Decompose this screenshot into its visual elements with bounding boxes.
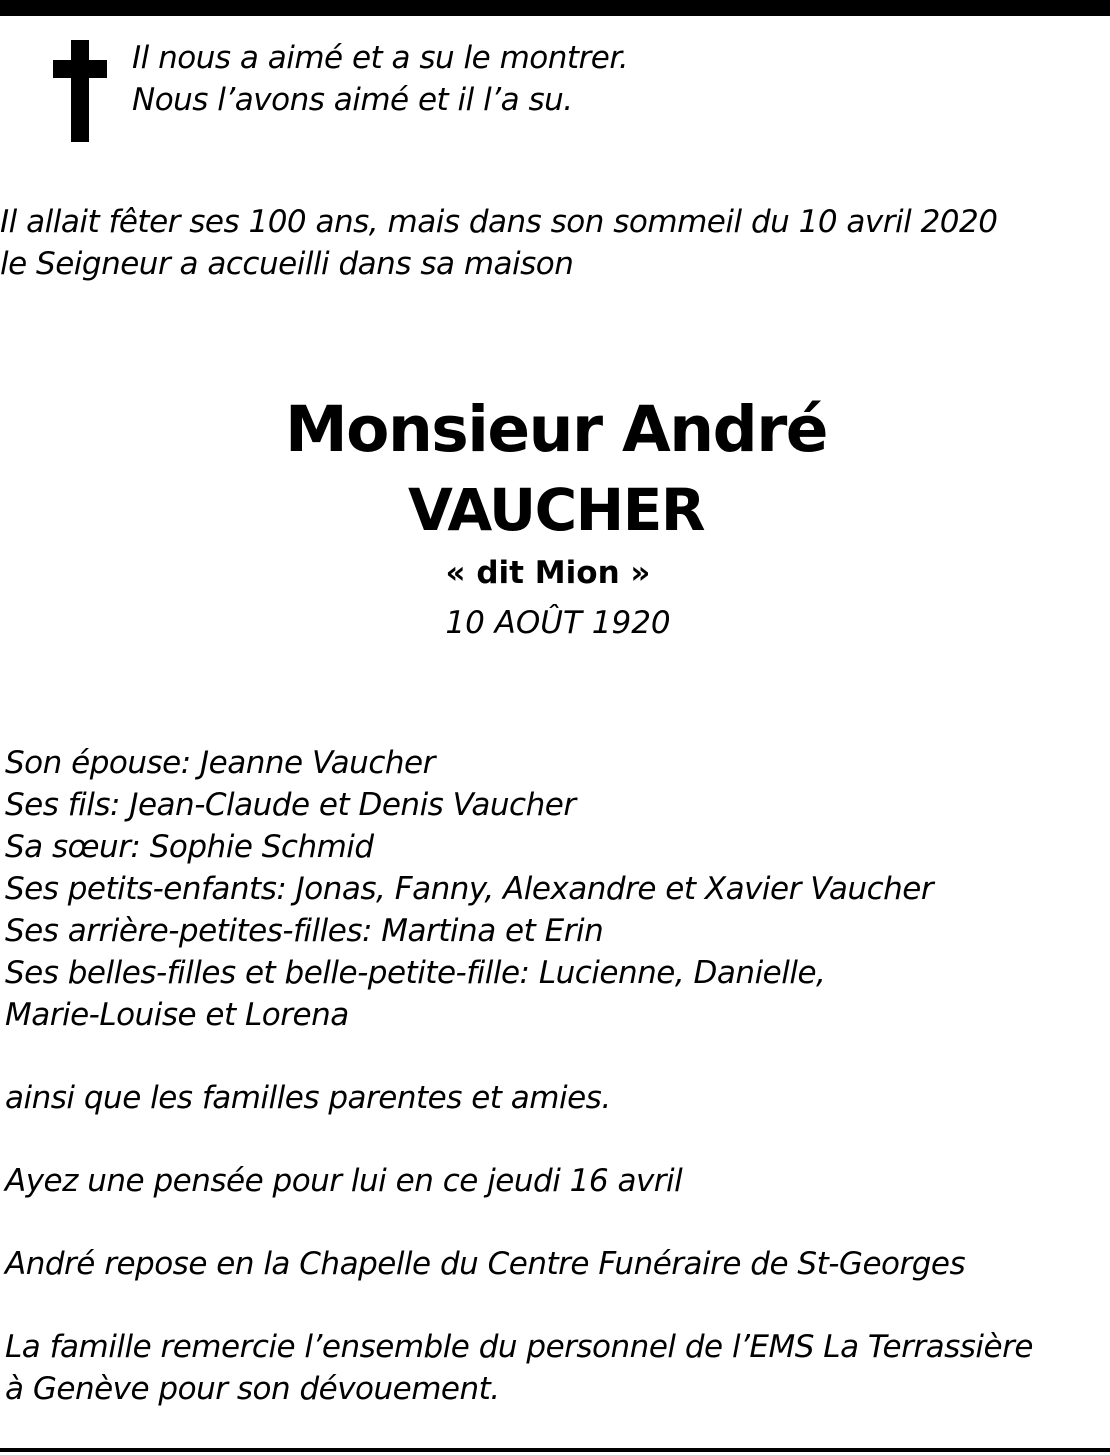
- top-border-rule: [0, 0, 1110, 16]
- family-line: Son épouse: Jeanne Vaucher: [5, 745, 435, 781]
- cross-icon: [53, 40, 107, 142]
- deceased-nickname: « dit Mion »: [445, 555, 651, 591]
- deceased-surname: VAUCHER: [407, 476, 705, 544]
- family-line: Ses fils: Jean-Claude et Denis Vaucher: [5, 787, 576, 823]
- motto-line: Il nous a aimé et a su le montrer.: [132, 40, 629, 76]
- intro-text: [0, 201, 1060, 285]
- motto-quote: [132, 37, 1032, 121]
- family-line: Ses petits-enfants: Jonas, Fanny, Alexandre et Xavier Vaucher: [5, 871, 934, 907]
- thought-line: Ayez une pensée pour lui en ce jeudi 16 avril: [5, 1163, 683, 1199]
- deceased-heading: [0, 388, 1110, 648]
- deceased-title-name: Monsieur André: [284, 393, 827, 466]
- thanks-line: La famille remercie l’ensemble du personnel de l’EMS La Terrassière: [5, 1329, 1033, 1365]
- birth-date: 10 AOÛT 1920: [445, 605, 671, 641]
- thanks-line: à Genève pour son dévouement.: [5, 1371, 500, 1407]
- rest-line: André repose en la Chapelle du Centre Funéraire de St-Georges: [5, 1246, 966, 1282]
- intro-line: le Seigneur a accueilli dans sa maison: [0, 246, 574, 282]
- bottom-border-rule: [0, 1448, 1110, 1452]
- family-line: Ses arrière-petites-filles: Martina et Erin: [5, 913, 604, 949]
- family-line: Sa sœur: Sophie Schmid: [5, 829, 374, 865]
- notice-body: [5, 742, 1085, 1410]
- family-line: Marie-Louise et Lorena: [5, 997, 349, 1033]
- intro-line: Il allait fêter ses 100 ans, mais dans son sommeil du 10 avril 2020: [0, 204, 998, 240]
- motto-line: Nous l’avons aimé et il l’a su.: [132, 82, 573, 118]
- family-line: Ses belles-filles et belle-petite-fille: Lucienne, Danielle,: [5, 955, 826, 991]
- relatives-line: ainsi que les familles parentes et amies.: [5, 1080, 611, 1116]
